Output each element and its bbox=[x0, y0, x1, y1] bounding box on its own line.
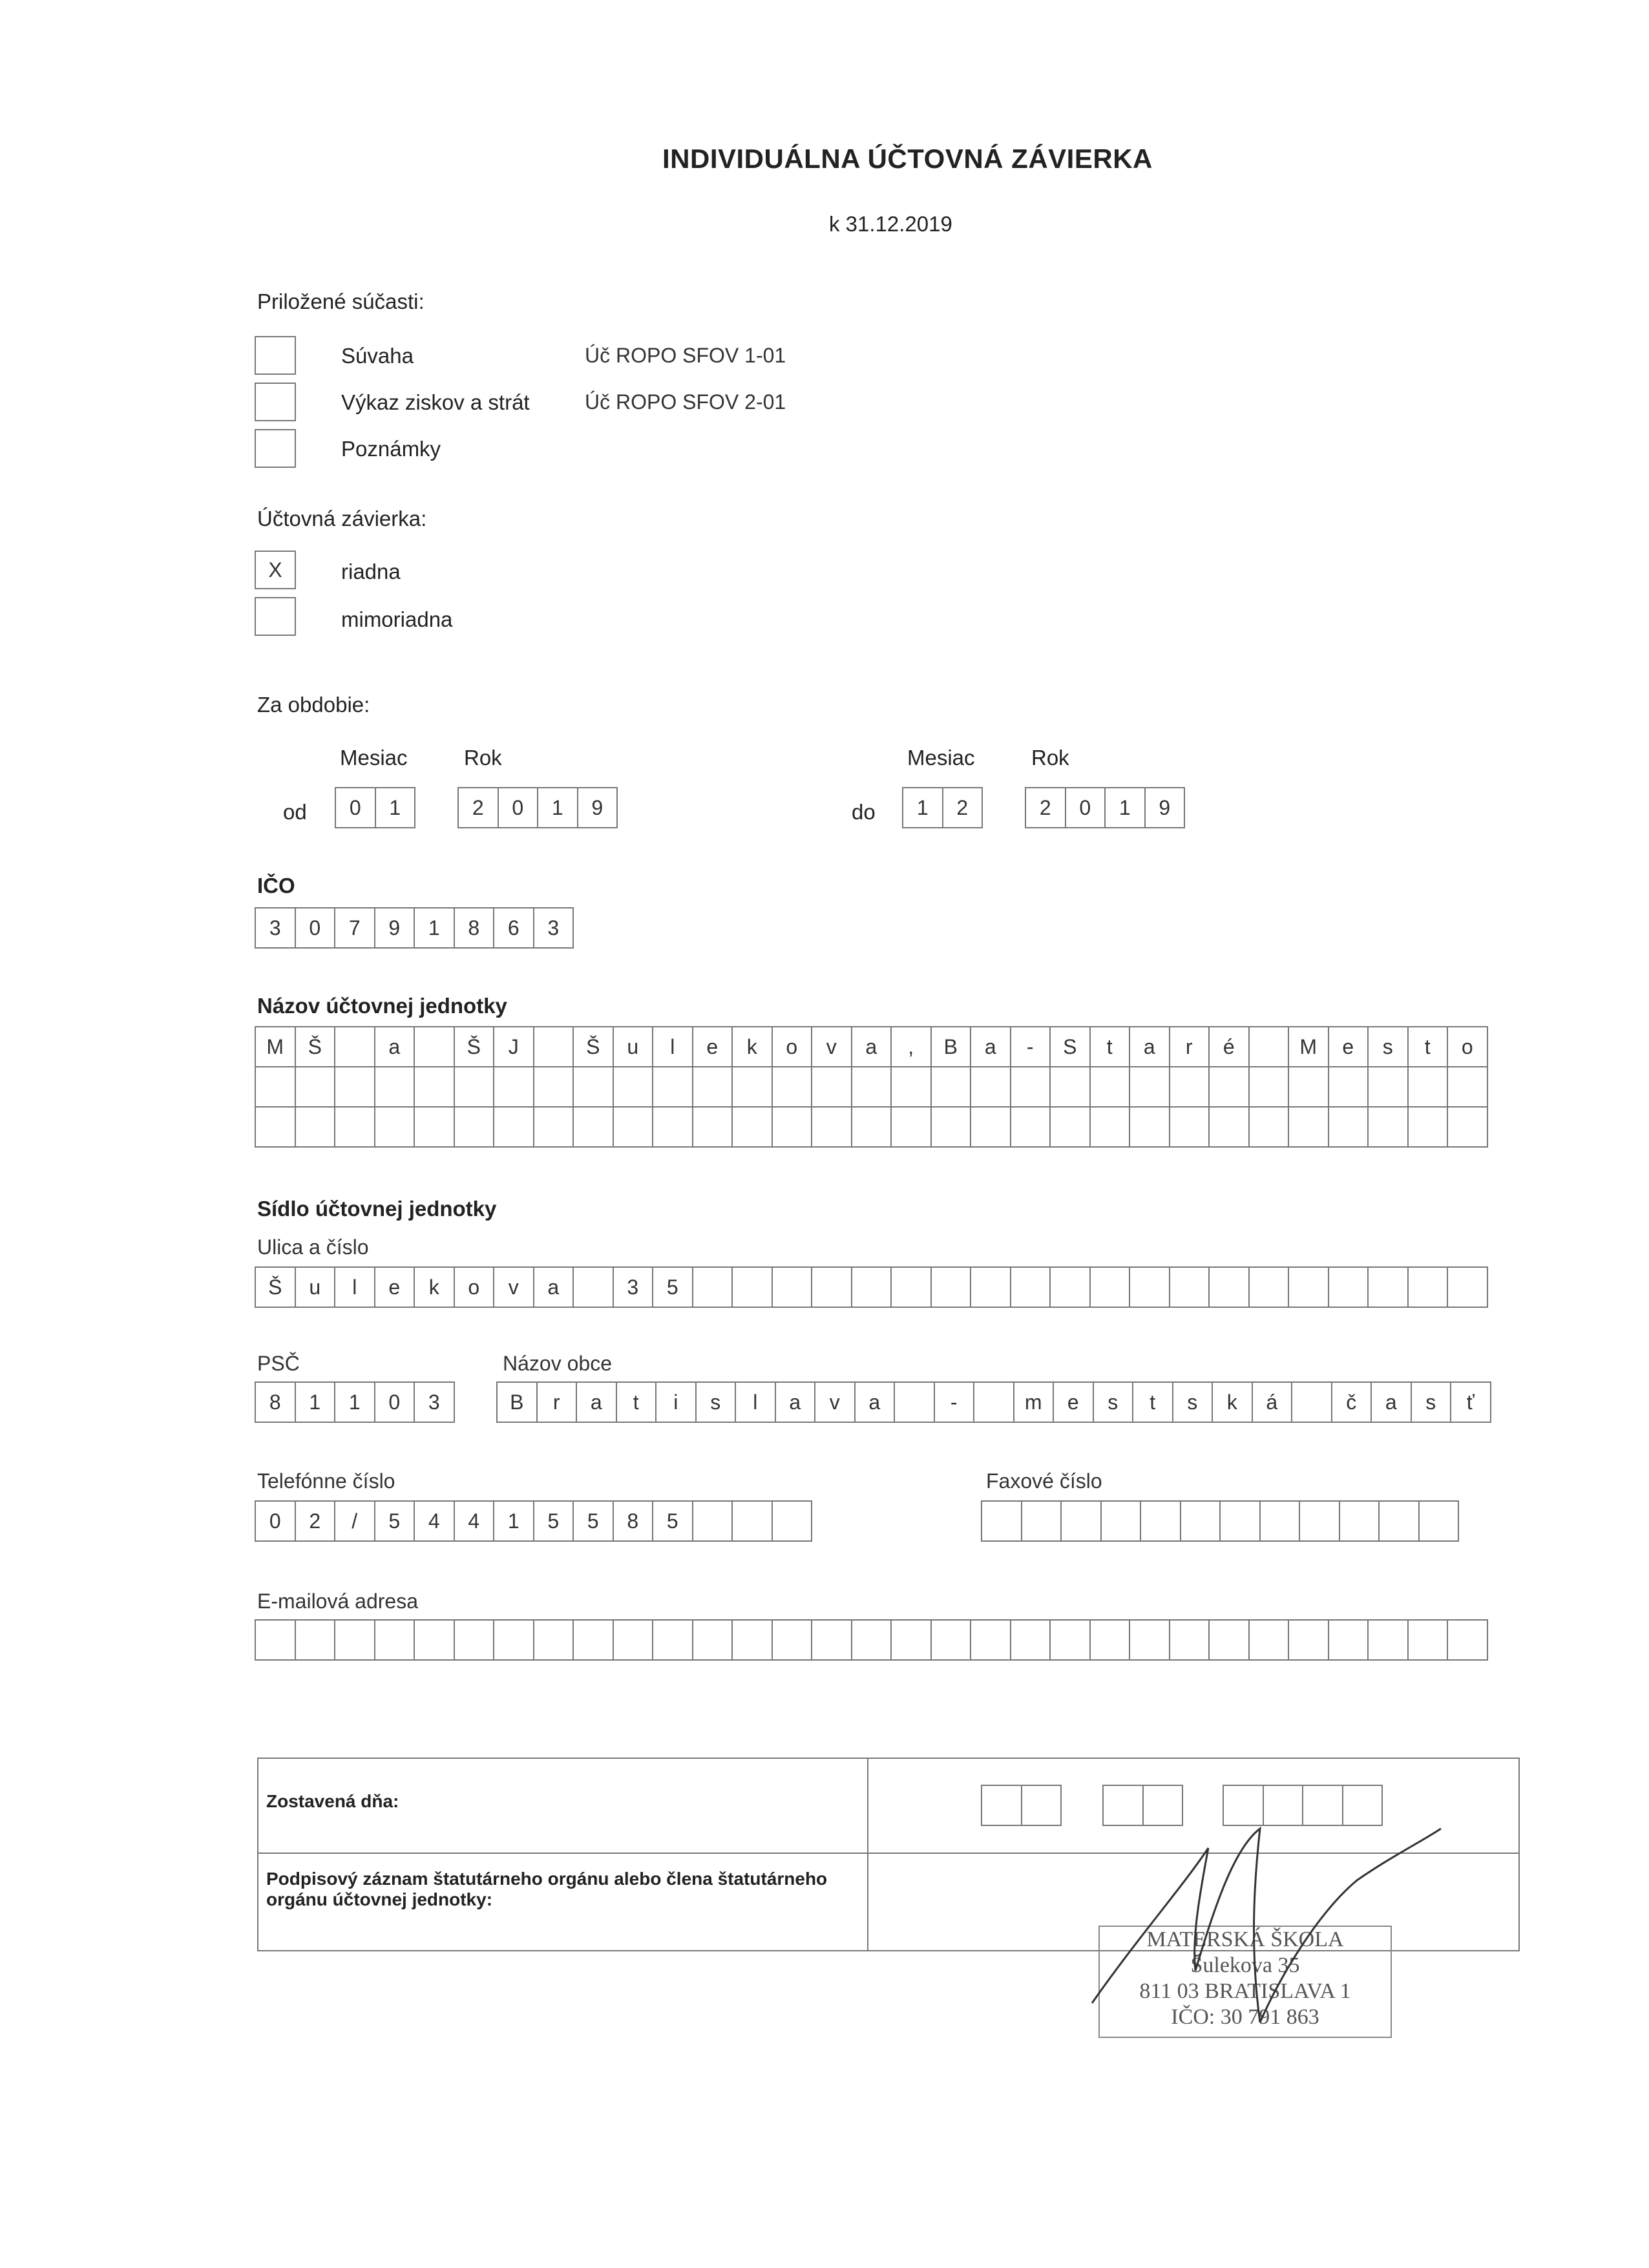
grid-cell[interactable]: M bbox=[255, 1026, 296, 1067]
grid-cell[interactable]: , bbox=[890, 1026, 932, 1067]
to-year-label: Rok bbox=[1031, 746, 1069, 770]
grid-cell[interactable]: 2 bbox=[457, 787, 499, 828]
grid-cell[interactable] bbox=[414, 1026, 455, 1067]
grid-cell[interactable]: 0 bbox=[1065, 787, 1106, 828]
grid-cell[interactable] bbox=[652, 1106, 693, 1148]
grid-cell[interactable] bbox=[970, 1619, 1011, 1661]
grid-cell[interactable] bbox=[1291, 1381, 1332, 1423]
grid-cell[interactable]: 3 bbox=[414, 1381, 455, 1423]
grid-cell[interactable]: 1 bbox=[414, 907, 455, 949]
grid-cell[interactable]: - bbox=[1010, 1026, 1051, 1067]
grid-cell[interactable]: 8 bbox=[454, 907, 495, 949]
grid-cell[interactable] bbox=[1407, 1066, 1449, 1108]
grid-cell[interactable] bbox=[851, 1266, 892, 1308]
grid-cell[interactable] bbox=[1169, 1066, 1210, 1108]
grid-cell[interactable]: k bbox=[1212, 1381, 1253, 1423]
grid-cell[interactable] bbox=[295, 1066, 336, 1108]
grid-cell[interactable]: o bbox=[454, 1266, 495, 1308]
grid-cell[interactable]: o bbox=[772, 1026, 813, 1067]
label-poznamky: Poznámky bbox=[341, 437, 441, 461]
grid-cell[interactable]: 1 bbox=[493, 1500, 534, 1542]
grid-cell[interactable] bbox=[414, 1066, 455, 1108]
checkbox-suvaha[interactable] bbox=[255, 336, 296, 375]
grid-cell[interactable] bbox=[1339, 1500, 1380, 1542]
grid-cell[interactable] bbox=[811, 1266, 852, 1308]
grid-cell[interactable] bbox=[1010, 1106, 1051, 1148]
grid-cell[interactable] bbox=[1328, 1619, 1369, 1661]
grid-cell[interactable] bbox=[1208, 1266, 1250, 1308]
grid-cell[interactable] bbox=[414, 1619, 455, 1661]
stamp-line1: MATERSKÁ ŠKOLA bbox=[1146, 1927, 1344, 1951]
code-suvaha: Úč ROPO SFOV 1-01 bbox=[585, 344, 786, 367]
phone-label: Telefónne číslo bbox=[257, 1469, 395, 1493]
grid-cell[interactable] bbox=[255, 1619, 296, 1661]
grid-cell[interactable]: o bbox=[1447, 1026, 1488, 1067]
grid-cell[interactable] bbox=[295, 1106, 336, 1148]
grid-cell[interactable]: a bbox=[1129, 1026, 1170, 1067]
grid-cell[interactable] bbox=[493, 1619, 534, 1661]
closing-date: k 31.12.2019 bbox=[829, 212, 952, 236]
grid-cell[interactable] bbox=[1288, 1266, 1329, 1308]
entity-name-row1[interactable] bbox=[255, 1026, 1487, 1067]
period-heading: Za obdobie: bbox=[257, 693, 370, 717]
grid-cell[interactable]: t bbox=[1407, 1026, 1449, 1067]
city-grid[interactable] bbox=[496, 1381, 1490, 1423]
to-month-label: Mesiac bbox=[907, 746, 975, 770]
grid-cell[interactable] bbox=[1447, 1106, 1488, 1148]
grid-cell[interactable] bbox=[533, 1066, 574, 1108]
grid-cell[interactable]: č bbox=[1331, 1381, 1372, 1423]
grid-cell[interactable] bbox=[334, 1106, 375, 1148]
grid-cell[interactable]: é bbox=[1208, 1026, 1250, 1067]
grid-cell[interactable] bbox=[334, 1619, 375, 1661]
grid-cell[interactable] bbox=[334, 1026, 375, 1067]
table-divider bbox=[867, 1759, 868, 1950]
grid-cell[interactable] bbox=[1089, 1066, 1131, 1108]
grid-cell[interactable]: 0 bbox=[374, 1381, 415, 1423]
grid-cell[interactable] bbox=[1288, 1619, 1329, 1661]
closing-heading: Účtovná závierka: bbox=[257, 507, 427, 530]
grid-cell[interactable]: 0 bbox=[255, 1500, 296, 1542]
grid-cell[interactable]: 5 bbox=[652, 1266, 693, 1308]
grid-cell[interactable]: 8 bbox=[613, 1500, 654, 1542]
entity-name-label: Názov účtovnej jednotky bbox=[257, 994, 507, 1018]
email-label: E-mailová adresa bbox=[257, 1590, 418, 1613]
grid-cell[interactable] bbox=[890, 1066, 932, 1108]
grid-cell[interactable] bbox=[454, 1619, 495, 1661]
grid-cell[interactable]: a bbox=[533, 1266, 574, 1308]
grid-cell[interactable] bbox=[981, 1500, 1022, 1542]
grid-cell[interactable] bbox=[572, 1106, 614, 1148]
grid-cell[interactable]: a bbox=[775, 1381, 816, 1423]
grid-cell[interactable] bbox=[1169, 1266, 1210, 1308]
label-mimoriadna: mimoriadna bbox=[341, 607, 453, 631]
grid-cell[interactable] bbox=[1367, 1266, 1409, 1308]
to-year-grid[interactable] bbox=[1025, 787, 1184, 828]
grid-cell[interactable] bbox=[1407, 1266, 1449, 1308]
stamp-line4: IČO: 30 791 863 bbox=[1171, 2005, 1319, 2029]
grid-cell[interactable] bbox=[731, 1266, 773, 1308]
grid-cell[interactable] bbox=[890, 1106, 932, 1148]
grid-cell[interactable] bbox=[772, 1266, 813, 1308]
to-label: do bbox=[852, 800, 876, 824]
grid-cell[interactable]: 7 bbox=[334, 907, 375, 949]
grid-cell[interactable]: Š bbox=[572, 1026, 614, 1067]
document-title: INDIVIDUÁLNA ÚČTOVNÁ ZÁVIERKA bbox=[662, 143, 1153, 174]
grid-cell[interactable] bbox=[1049, 1266, 1091, 1308]
grid-cell[interactable]: a bbox=[1371, 1381, 1412, 1423]
grid-cell[interactable]: S bbox=[1049, 1026, 1091, 1067]
grid-cell[interactable] bbox=[295, 1619, 336, 1661]
grid-cell[interactable] bbox=[613, 1619, 654, 1661]
grid-cell[interactable] bbox=[731, 1619, 773, 1661]
grid-cell[interactable]: l bbox=[334, 1266, 375, 1308]
grid-cell[interactable] bbox=[572, 1619, 614, 1661]
grid-cell[interactable]: 2 bbox=[1025, 787, 1066, 828]
grid-cell[interactable]: 2 bbox=[295, 1500, 336, 1542]
grid-cell[interactable] bbox=[1407, 1619, 1449, 1661]
grid-cell[interactable] bbox=[572, 1266, 614, 1308]
grid-cell[interactable]: B bbox=[496, 1381, 538, 1423]
stamp-line2: Šulekova 35 bbox=[1190, 1953, 1300, 1977]
grid-cell[interactable]: 0 bbox=[335, 787, 376, 828]
grid-cell[interactable] bbox=[692, 1619, 733, 1661]
grid-cell[interactable] bbox=[374, 1106, 415, 1148]
from-label: od bbox=[283, 800, 307, 824]
grid-cell[interactable] bbox=[731, 1500, 773, 1542]
grid-cell[interactable] bbox=[851, 1619, 892, 1661]
grid-cell[interactable] bbox=[1089, 1619, 1131, 1661]
grid-cell[interactable] bbox=[1248, 1106, 1290, 1148]
handwritten-signature bbox=[1086, 1809, 1447, 2042]
grid-cell[interactable] bbox=[1367, 1066, 1409, 1108]
grid-cell[interactable]: s bbox=[1411, 1381, 1452, 1423]
checkbox-mimoriadna[interactable] bbox=[255, 597, 296, 636]
psc-grid[interactable] bbox=[255, 1381, 454, 1423]
grid-cell[interactable] bbox=[652, 1619, 693, 1661]
grid-cell[interactable] bbox=[851, 1066, 892, 1108]
grid-cell[interactable] bbox=[1288, 1066, 1329, 1108]
checkbox-vykaz[interactable] bbox=[255, 383, 296, 421]
grid-cell[interactable] bbox=[1049, 1106, 1091, 1148]
grid-cell[interactable] bbox=[1248, 1619, 1290, 1661]
grid-cell[interactable] bbox=[930, 1106, 972, 1148]
grid-cell[interactable]: e bbox=[374, 1266, 415, 1308]
grid-cell[interactable]: a bbox=[576, 1381, 617, 1423]
grid-cell[interactable]: 4 bbox=[414, 1500, 455, 1542]
grid-cell[interactable] bbox=[1367, 1106, 1409, 1148]
grid-cell[interactable] bbox=[1010, 1619, 1051, 1661]
grid-cell[interactable] bbox=[772, 1500, 813, 1542]
grid-cell[interactable] bbox=[1208, 1106, 1250, 1148]
signature-label: Podpisový záznam štatutárneho orgánu alebo člena štatutárneho orgánu účtovnej jednotky: bbox=[266, 1869, 828, 1909]
grid-cell[interactable] bbox=[1208, 1066, 1250, 1108]
grid-cell[interactable] bbox=[731, 1066, 773, 1108]
grid-cell[interactable] bbox=[533, 1106, 574, 1148]
from-year-label: Rok bbox=[464, 746, 502, 770]
grid-cell[interactable] bbox=[1219, 1500, 1261, 1542]
grid-cell[interactable]: / bbox=[334, 1500, 375, 1542]
grid-cell[interactable] bbox=[1010, 1066, 1051, 1108]
street-label: Ulica a číslo bbox=[257, 1235, 369, 1259]
grid-cell[interactable]: v bbox=[493, 1266, 534, 1308]
label-riadna: riadna bbox=[341, 560, 401, 583]
grid-cell[interactable]: 4 bbox=[454, 1500, 495, 1542]
grid-cell[interactable]: a bbox=[970, 1026, 1011, 1067]
grid-cell[interactable]: s bbox=[1367, 1026, 1409, 1067]
grid-cell[interactable] bbox=[1328, 1106, 1369, 1148]
label-suvaha: Súvaha bbox=[341, 344, 414, 368]
grid-cell[interactable]: e bbox=[1053, 1381, 1094, 1423]
grid-cell[interactable] bbox=[1248, 1066, 1290, 1108]
grid-cell[interactable]: 5 bbox=[572, 1500, 614, 1542]
grid-cell[interactable] bbox=[811, 1619, 852, 1661]
grid-cell[interactable] bbox=[811, 1066, 852, 1108]
grid-cell[interactable] bbox=[334, 1066, 375, 1108]
grid-cell[interactable]: v bbox=[811, 1026, 852, 1067]
code-vykaz: Úč ROPO SFOV 2-01 bbox=[585, 390, 786, 414]
grid-cell[interactable]: 1 bbox=[902, 787, 943, 828]
grid-cell[interactable] bbox=[1418, 1500, 1460, 1542]
to-month-grid[interactable] bbox=[902, 787, 982, 828]
grid-cell[interactable] bbox=[1129, 1066, 1170, 1108]
grid-cell[interactable] bbox=[890, 1266, 932, 1308]
grid-cell[interactable] bbox=[1129, 1106, 1170, 1148]
grid-cell[interactable]: 9 bbox=[1144, 787, 1186, 828]
grid-cell[interactable]: 9 bbox=[374, 907, 415, 949]
grid-cell[interactable]: ť bbox=[1450, 1381, 1491, 1423]
grid-cell[interactable] bbox=[1259, 1500, 1301, 1542]
grid-cell[interactable] bbox=[1089, 1106, 1131, 1148]
grid-cell[interactable]: 5 bbox=[374, 1500, 415, 1542]
grid-cell[interactable]: 1 bbox=[1104, 787, 1146, 828]
grid-cell[interactable] bbox=[1049, 1066, 1091, 1108]
compiled-label: Zostavená dňa: bbox=[266, 1791, 399, 1811]
grid-cell[interactable]: u bbox=[295, 1266, 336, 1308]
grid-cell[interactable] bbox=[930, 1266, 972, 1308]
grid-cell[interactable]: u bbox=[613, 1026, 654, 1067]
street-grid[interactable] bbox=[255, 1266, 1487, 1308]
grid-cell[interactable]: 1 bbox=[375, 787, 416, 828]
grid-cell[interactable]: a bbox=[854, 1381, 896, 1423]
grid-cell[interactable]: i bbox=[655, 1381, 697, 1423]
grid-cell[interactable]: 5 bbox=[652, 1500, 693, 1542]
grid-cell[interactable] bbox=[1288, 1106, 1329, 1148]
grid-cell[interactable]: M bbox=[1288, 1026, 1329, 1067]
grid-cell[interactable] bbox=[981, 1785, 1022, 1826]
grid-cell[interactable] bbox=[1180, 1500, 1221, 1542]
grid-cell[interactable] bbox=[1089, 1266, 1131, 1308]
grid-cell[interactable] bbox=[1208, 1619, 1250, 1661]
grid-cell[interactable]: 3 bbox=[255, 907, 296, 949]
grid-cell[interactable] bbox=[1328, 1066, 1369, 1108]
grid-cell[interactable] bbox=[731, 1106, 773, 1148]
stamp-line3: 811 03 BRATISLAVA 1 bbox=[1139, 1979, 1351, 2003]
grid-cell[interactable] bbox=[1140, 1500, 1181, 1542]
grid-cell[interactable] bbox=[692, 1266, 733, 1308]
grid-cell[interactable] bbox=[454, 1106, 495, 1148]
grid-cell[interactable] bbox=[772, 1066, 813, 1108]
grid-cell[interactable] bbox=[894, 1381, 935, 1423]
grid-cell[interactable]: l bbox=[652, 1026, 693, 1067]
grid-cell[interactable]: t bbox=[1089, 1026, 1131, 1067]
grid-cell[interactable]: 5 bbox=[533, 1500, 574, 1542]
grid-cell[interactable] bbox=[970, 1266, 1011, 1308]
grid-cell[interactable]: 0 bbox=[295, 907, 336, 949]
grid-cell[interactable] bbox=[652, 1066, 693, 1108]
grid-cell[interactable] bbox=[811, 1106, 852, 1148]
grid-cell[interactable] bbox=[572, 1066, 614, 1108]
grid-cell[interactable]: 1 bbox=[295, 1381, 336, 1423]
grid-cell[interactable] bbox=[930, 1066, 972, 1108]
grid-cell[interactable] bbox=[1021, 1500, 1062, 1542]
ico-grid[interactable] bbox=[255, 907, 572, 949]
grid-cell[interactable]: a bbox=[374, 1026, 415, 1067]
from-month-grid[interactable] bbox=[335, 787, 414, 828]
email-grid[interactable] bbox=[255, 1619, 1487, 1661]
grid-cell[interactable] bbox=[533, 1026, 574, 1067]
grid-cell[interactable]: B bbox=[930, 1026, 972, 1067]
ico-label: IČO bbox=[257, 874, 295, 898]
from-month-label: Mesiac bbox=[340, 746, 408, 770]
fax-grid[interactable] bbox=[981, 1500, 1458, 1542]
grid-cell[interactable]: m bbox=[1013, 1381, 1055, 1423]
from-year-grid[interactable] bbox=[457, 787, 616, 828]
grid-cell[interactable]: e bbox=[1328, 1026, 1369, 1067]
grid-cell[interactable] bbox=[613, 1106, 654, 1148]
grid-cell[interactable] bbox=[1049, 1619, 1091, 1661]
grid-cell[interactable] bbox=[493, 1066, 534, 1108]
grid-cell[interactable]: s bbox=[1172, 1381, 1213, 1423]
grid-cell[interactable] bbox=[1407, 1106, 1449, 1148]
grid-cell[interactable] bbox=[255, 1106, 296, 1148]
grid-cell[interactable]: k bbox=[414, 1266, 455, 1308]
grid-cell[interactable]: a bbox=[851, 1026, 892, 1067]
grid-cell[interactable] bbox=[890, 1619, 932, 1661]
grid-cell[interactable]: - bbox=[934, 1381, 975, 1423]
grid-cell[interactable]: t bbox=[1132, 1381, 1173, 1423]
entity-name-row3[interactable] bbox=[255, 1106, 1487, 1148]
grid-cell[interactable] bbox=[930, 1619, 972, 1661]
grid-cell[interactable] bbox=[374, 1619, 415, 1661]
grid-cell[interactable] bbox=[414, 1106, 455, 1148]
psc-label: PSČ bbox=[257, 1352, 300, 1375]
grid-cell[interactable]: á bbox=[1252, 1381, 1293, 1423]
grid-cell[interactable]: r bbox=[1169, 1026, 1210, 1067]
grid-cell[interactable]: 3 bbox=[613, 1266, 654, 1308]
grid-cell[interactable]: 9 bbox=[577, 787, 618, 828]
grid-cell[interactable]: 3 bbox=[533, 907, 574, 949]
grid-cell[interactable]: Š bbox=[255, 1266, 296, 1308]
grid-cell[interactable] bbox=[970, 1106, 1011, 1148]
grid-cell[interactable] bbox=[692, 1066, 733, 1108]
grid-cell[interactable] bbox=[1248, 1026, 1290, 1067]
grid-cell[interactable]: k bbox=[731, 1026, 773, 1067]
date-day-grid[interactable] bbox=[981, 1785, 1060, 1826]
grid-cell[interactable] bbox=[692, 1106, 733, 1148]
grid-cell[interactable] bbox=[493, 1106, 534, 1148]
checkbox-poznamky[interactable] bbox=[255, 429, 296, 468]
checkbox-riadna[interactable]: X bbox=[255, 551, 296, 589]
grid-cell[interactable] bbox=[374, 1066, 415, 1108]
grid-cell[interactable]: r bbox=[536, 1381, 578, 1423]
attached-heading: Priložené súčasti: bbox=[257, 289, 425, 313]
grid-cell[interactable]: e bbox=[692, 1026, 733, 1067]
grid-cell[interactable] bbox=[1328, 1266, 1369, 1308]
grid-cell[interactable]: t bbox=[616, 1381, 657, 1423]
grid-cell[interactable] bbox=[613, 1066, 654, 1108]
grid-cell[interactable]: s bbox=[1093, 1381, 1134, 1423]
grid-cell[interactable]: Š bbox=[454, 1026, 495, 1067]
grid-cell[interactable] bbox=[772, 1106, 813, 1148]
grid-cell[interactable] bbox=[1060, 1500, 1102, 1542]
grid-cell[interactable]: 8 bbox=[255, 1381, 296, 1423]
grid-cell[interactable]: Š bbox=[295, 1026, 336, 1067]
grid-cell[interactable] bbox=[1169, 1619, 1210, 1661]
grid-cell[interactable] bbox=[1378, 1500, 1420, 1542]
seat-label: Sídlo účtovnej jednotky bbox=[257, 1197, 497, 1221]
grid-cell[interactable] bbox=[970, 1066, 1011, 1108]
grid-cell[interactable]: 6 bbox=[493, 907, 534, 949]
grid-cell[interactable] bbox=[1169, 1106, 1210, 1148]
grid-cell[interactable] bbox=[1447, 1066, 1488, 1108]
grid-cell[interactable] bbox=[255, 1066, 296, 1108]
grid-cell[interactable] bbox=[1021, 1785, 1062, 1826]
grid-cell[interactable]: 1 bbox=[537, 787, 578, 828]
grid-cell[interactable] bbox=[533, 1619, 574, 1661]
grid-cell[interactable] bbox=[1447, 1619, 1488, 1661]
grid-cell[interactable] bbox=[1299, 1500, 1340, 1542]
grid-cell[interactable]: 1 bbox=[334, 1381, 375, 1423]
phone-grid[interactable] bbox=[255, 1500, 811, 1542]
grid-cell[interactable]: l bbox=[735, 1381, 776, 1423]
grid-cell[interactable] bbox=[772, 1619, 813, 1661]
grid-cell[interactable] bbox=[973, 1381, 1014, 1423]
grid-cell[interactable] bbox=[1129, 1619, 1170, 1661]
grid-cell[interactable] bbox=[1447, 1266, 1488, 1308]
grid-cell[interactable]: s bbox=[695, 1381, 737, 1423]
grid-cell[interactable]: 2 bbox=[942, 787, 983, 828]
grid-cell[interactable]: 0 bbox=[498, 787, 539, 828]
grid-cell[interactable] bbox=[851, 1106, 892, 1148]
grid-cell[interactable]: v bbox=[814, 1381, 856, 1423]
label-vykaz: Výkaz ziskov a strát bbox=[341, 390, 530, 414]
grid-cell[interactable] bbox=[692, 1500, 733, 1542]
grid-cell[interactable] bbox=[1010, 1266, 1051, 1308]
fax-label: Faxové číslo bbox=[986, 1469, 1102, 1493]
entity-name-row2[interactable] bbox=[255, 1066, 1487, 1108]
grid-cell[interactable] bbox=[1367, 1619, 1409, 1661]
grid-cell[interactable] bbox=[454, 1066, 495, 1108]
grid-cell[interactable] bbox=[1129, 1266, 1170, 1308]
grid-cell[interactable] bbox=[1100, 1500, 1142, 1542]
grid-cell[interactable]: J bbox=[493, 1026, 534, 1067]
grid-cell[interactable] bbox=[1248, 1266, 1290, 1308]
city-label: Názov obce bbox=[503, 1352, 612, 1375]
